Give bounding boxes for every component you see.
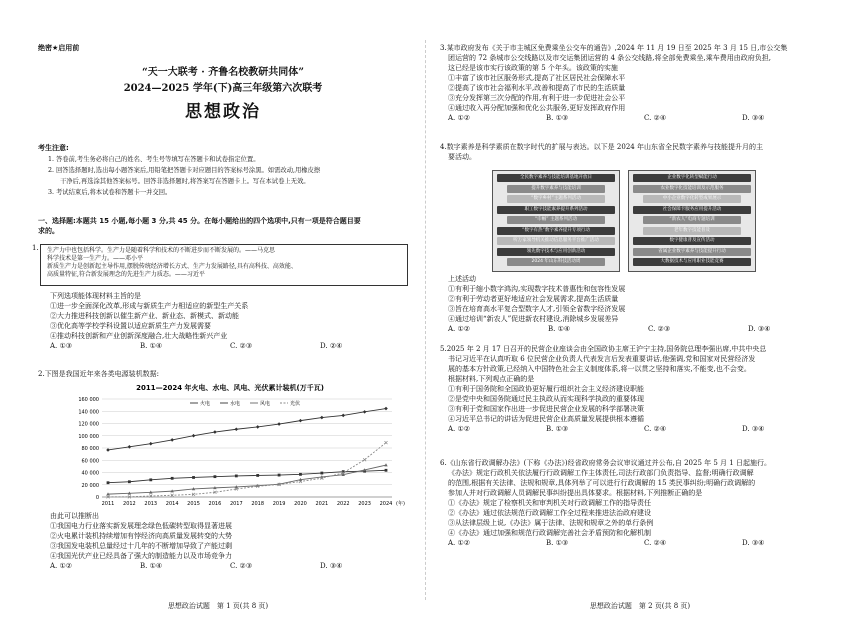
q3-option-a[interactable]: A. ①② [448, 113, 471, 122]
data-point-火电 [235, 427, 239, 431]
q6-text-line: 《山东省行政调解办法》(下称《办法》)经省政府常务会议审议通过并公布,自 2025 年 5 月 1 日起施行。 [446, 459, 771, 467]
q5-text-line: 展的基本方针政策,已经纳入中国特色社会主义制度体系,将一以贯之坚持和落实,不能变,也不会变。 [448, 364, 751, 373]
q4 [440, 143, 840, 163]
data-point-火电 [384, 407, 388, 411]
subject-title: 思想政治 [185, 102, 261, 122]
q4-options [448, 325, 848, 335]
q4-option-a[interactable]: A. ①② [448, 324, 471, 333]
y-tick-label: 80 000 [81, 446, 99, 452]
q5-text-line: 根据材料,下列观点正确的是 [448, 374, 535, 383]
data-point-光伏 [363, 458, 366, 461]
q5-item: ③有利于党和国家作出进一步促进民营企业发展的科学部署决策 [448, 404, 644, 413]
legend-label: 光伏 [290, 401, 301, 407]
q2-item: ③我国发电装机总量经过十几年的不断增加导致了产能过剩 [50, 541, 232, 550]
x-tick-label: 2012 [123, 501, 136, 507]
q6-item: ②《办法》通过依法规范行政调解工作全过程来推进法治政府建设 [448, 508, 651, 517]
x-tick-label: 2011 [101, 501, 115, 507]
q6-item: ④《办法》通过加强和规范行政调解完善社会矛盾预防和化解机制 [448, 528, 651, 537]
q1-option-b[interactable]: B. ①④ [140, 341, 163, 350]
data-point-水电 [320, 472, 323, 475]
data-point-火电 [170, 438, 174, 442]
q4-option-d[interactable]: D. ③④ [748, 324, 771, 333]
q3-text-line: 团运营的 72 条城市公交线路以及市交运集团运营的 4 条公交线路,将全部免费乘坐,乘车费用由政府负担, [448, 53, 771, 62]
q4-after: 上述活动 [448, 275, 476, 283]
note-item: 1. 答卷前,考生务必将自己的姓名、考生号等填写在答题卡和试卷指定位置。 [48, 155, 260, 163]
data-point-水电 [149, 478, 152, 481]
q1-body [50, 292, 410, 352]
x-tick-label: 2016 [208, 501, 222, 507]
q1-item: ②大力推进科技创新以催生新产业、新业态、新模式、新动能 [50, 311, 239, 320]
y-tick-label: 120 000 [78, 421, 99, 428]
q2-after: 由此可以推断出 [50, 512, 99, 520]
y-tick-label: 60 000 [81, 458, 99, 465]
q2-options [50, 562, 410, 572]
activity-item: 数字健康普及宣传活动 [633, 237, 751, 245]
q6-item: ①《办法》规定了检察机关和审判机关对行政调解工作的指导责任 [448, 498, 651, 507]
activity-item: 社会保障卡服务应用提升活动 [633, 206, 751, 214]
q2-body [50, 512, 410, 572]
section1-heading-line2: 求的。 [38, 226, 59, 235]
q4-body [440, 275, 848, 335]
y-tick-label: 40 000 [81, 470, 99, 477]
q2-item: ①我国电力行业落实新发展理念绿色低碳转型取得显著进展 [50, 521, 232, 530]
data-point-火电 [106, 448, 110, 452]
q5-option-d[interactable]: D. ③④ [742, 424, 765, 433]
q2-stem: 下图是我国近年来各类电源装机数据: [44, 370, 160, 378]
activity-item: 2024 年山东科技活动周 [507, 258, 605, 266]
q2-option-b[interactable]: B. ①④ [140, 561, 163, 570]
activity-item: “数字有热”数字素养提升专项行动 [497, 227, 615, 235]
q5-item: ④习近平总书记的讲话为促进民营企业高质量发展提供根本遵循 [448, 414, 644, 423]
legend-label: 火电 [200, 401, 211, 407]
q5-item: ①有利于国务院和全国政协更好履行组织社会主义经济建设职能 [448, 384, 644, 393]
data-point-火电 [341, 414, 345, 418]
data-point-风电 [384, 463, 387, 466]
chart-title: 2011—2024 年火电、水电、风电、光伏累计装机(万千瓦) [136, 384, 324, 392]
q6-options [448, 539, 840, 549]
q5-options [448, 425, 840, 435]
q2-option-d[interactable]: D. ③④ [320, 561, 343, 570]
q3-item: ①丰富了该市社区服务形式,提高了社区居民社会保障水平 [448, 73, 626, 82]
q4-item: ①有利于缩小数字鸿沟,实现数字技术普惠性和包容性发展 [448, 284, 626, 293]
q3-text-line: 这已经是该市实行该政策的第 5 个年头。该政策的实施 [448, 63, 618, 72]
data-point-水电 [192, 476, 195, 479]
q6 [440, 459, 840, 548]
activity-item: 农业数字化技能培训及示范服务 [633, 185, 751, 193]
q1-quote: 高质量特征,符合新发展理念的先进生产力质态。——习近平 [47, 271, 205, 279]
q4-number: 4. [440, 143, 447, 151]
q3-item: ②提高了该市社会福利水平,改善和提高了市民的生活质量 [448, 83, 626, 92]
q3-option-d[interactable]: D. ③④ [742, 113, 765, 122]
x-tick-label: 2018 [251, 501, 265, 507]
q1-quote: 生产力中也包括科学。生产力是随着科学和技术的不断进步而不断发展的。——马克思 [47, 247, 276, 254]
q4-activity-box-left [492, 170, 620, 272]
activity-item: 全民数字素养与技能培训基地开放日 [497, 174, 615, 182]
q4-option-b[interactable]: B. ①④ [548, 324, 571, 333]
activity-item: “数字乡村”主题系列活动 [507, 195, 605, 203]
page-footer-right: 思想政治试题 第 2 页(共 8 页) [589, 602, 691, 610]
x-tick-label: 2022 [336, 501, 350, 507]
q2-number: 2. [38, 370, 45, 378]
data-point-水电 [235, 475, 238, 478]
q3-option-c[interactable]: C. ②④ [644, 113, 667, 122]
data-point-水电 [128, 480, 131, 483]
q1-item: ①进一步全面深化改革,形成与新质生产力相适应的新型生产关系 [50, 301, 249, 310]
q5-option-a[interactable]: A. ①② [448, 424, 471, 433]
q1-number: 1. [32, 244, 39, 252]
data-point-水电 [385, 469, 388, 472]
q1-option-a[interactable]: A. ①③ [50, 341, 73, 350]
q6-text-line: 《办法》规定行政机关依法履行行政调解工作主体责任,司法行政部门负责指导、监督;明确行政调解 [448, 468, 754, 477]
q2-line-chart [40, 381, 420, 511]
x-tick-label: 2019 [272, 501, 286, 507]
q1-stem: 下列选项能体现材料主旨的是 [50, 292, 141, 300]
legend-label: 风电 [260, 401, 271, 407]
note-item: 干净后,再选涂其他答案标号。回答非选择题时,将答案写在答题卡上。写在本试卷上无效。 [60, 177, 310, 185]
activity-item: “新农人”电商专题培训 [643, 216, 741, 224]
section1-heading [38, 217, 410, 237]
q4-item: ②有利于劳动者更好地适应社会发展需求,提高生活质量 [448, 294, 619, 303]
q1-quote: 科学技术是第一生产力。——邓小平 [47, 255, 144, 263]
data-point-水电 [256, 474, 259, 477]
q2-item: ④我国光伏产业已经具备了强大的制造能力以及市场竞争力 [50, 551, 232, 560]
q4-item: ③旨在培育高水平复合型数字人才,引领全省数字经济发展 [448, 304, 626, 313]
y-tick-label: 0 [95, 495, 99, 501]
q5-number: 5. [440, 345, 447, 353]
q3-number: 3. [440, 44, 447, 52]
q6-option-b[interactable]: B. ①③ [546, 538, 569, 547]
x-tick-label: 2017 [229, 501, 243, 507]
confidential-mark: 绝密★启用前 [38, 44, 80, 52]
q6-text-line: 参加人并对行政调解人员调解民事纠纷提出具体要求。根据材料,下列推断正确的是 [448, 488, 703, 497]
q6-option-d[interactable]: D. ③④ [742, 538, 765, 547]
page-2 [440, 0, 850, 622]
x-tick-label: 2021 [315, 501, 329, 507]
x-tick-label: 2020 [294, 501, 307, 507]
activity-item: 企业数字化转型赋能行动 [633, 174, 751, 182]
data-point-火电 [277, 422, 281, 426]
x-tick-label: 2014 [165, 501, 179, 507]
notes [38, 144, 410, 198]
q5-option-b[interactable]: B. ①③ [546, 424, 569, 433]
q1-option-c[interactable]: C. ②③ [230, 341, 253, 350]
note-item: 2. 回答选择题时,选出每小题答案后,用铅笔把答题卡对应题目的答案标号涂黑。如需改动,用橡皮擦 [48, 166, 321, 174]
data-point-水电 [171, 477, 174, 480]
q1-item: ③优化高等学校学科设置以适应新质生产力发展需要 [50, 321, 211, 330]
series-line-光伏 [108, 443, 386, 497]
exam-title-line1: “天一大联考 · 齐鲁名校教研共同体” [142, 67, 304, 78]
activity-item: 领先数字技术与应用创新活动 [497, 248, 615, 256]
q5-text-line: 书记习近平在认真听取 6 位民营企业负责人代表发言后发表重要讲话,他强调,党和国家对民营经济发 [448, 354, 756, 363]
x-tick-label: 2015 [187, 501, 200, 507]
y-tick-label: 160 000 [78, 397, 99, 403]
activity-item: “巾帼” 主题系列活动 [507, 216, 605, 224]
q5-item: ②是党中央和国务院通过民主执政从而实现科学执政的重要体现 [448, 394, 644, 403]
data-point-水电 [299, 473, 302, 476]
q1-quote: 新质生产力是创新起主导作用,摆脱传统经济增长方式、生产力发展路径,具有高科技、高效能、 [47, 263, 297, 271]
q6-option-a[interactable]: A. ①② [448, 538, 471, 547]
q6-text-line: 的范围,根据有关法律、法规和规章,具体列举了可以进行行政调解的 15 类民事纠纷;明确行政调解的 [448, 478, 756, 487]
activity-item: 省属企业数字素养与技能提升行动 [633, 248, 751, 256]
y-tick-label: 140 000 [78, 409, 99, 416]
section1-heading-line1: 一、选择题:本题共 15 小题,每小题 3 分,共 45 分。在每小题给出的四个选项中,只有一项是符合题目要 [38, 217, 361, 225]
data-point-火电 [149, 442, 153, 446]
x-tick-label: 2024 [379, 501, 393, 507]
activity-item: 大数据技术与应用职业技能竞赛 [633, 258, 751, 266]
y-tick-label: 20 000 [81, 482, 99, 489]
q5-text-line: 2025 年 2 月 17 日召开的民营企业座谈会由全国政协主席王沪宁主持,国务院总理李强出席,中共中央总 [446, 345, 767, 353]
y-tick-label: 100 000 [78, 433, 99, 440]
q3-item: ③充分发挥第三次分配的作用,有利于进一步促进社会公平 [448, 93, 626, 102]
x-tick-label: 2013 [144, 501, 158, 507]
data-point-火电 [363, 410, 367, 414]
data-point-火电 [213, 430, 217, 434]
q5 [440, 345, 840, 434]
q5-option-c[interactable]: C. ②④ [644, 424, 667, 433]
activity-item: 中小企业数字化转型成果展示 [643, 195, 741, 203]
notes-title: 考生注意: [38, 144, 69, 152]
data-point-光伏 [385, 441, 388, 444]
legend-label: 水电 [230, 401, 241, 407]
data-point-火电 [256, 425, 260, 429]
x-axis-label: (年) [396, 501, 405, 507]
x-tick-label: 2023 [358, 501, 371, 507]
q4-text-line: 要活动。 [448, 152, 476, 161]
q4-option-c[interactable]: C. ②③ [648, 324, 671, 333]
q1-option-d[interactable]: D. ②④ [320, 341, 343, 350]
q3-option-b[interactable]: B. ①③ [546, 113, 569, 122]
page-footer-left: 思想政治试题 第 1 页(共 8 页) [167, 602, 269, 610]
q3-item: ④通过收入再分配加强和优化公共服务,更好发挥政府作用 [448, 103, 626, 112]
q3 [440, 44, 840, 124]
q1-quote-box [40, 244, 408, 286]
q2-option-a[interactable]: A. ①② [50, 561, 73, 570]
q6-item: ③从法律层级上说,《办法》属于法律、法规和规章之外的单行条例 [448, 518, 654, 527]
q2-stem-line [38, 370, 410, 380]
note-item: 3. 考试结束后,将本试卷和答题卡一并交回。 [48, 188, 172, 196]
activity-item: 职工数字技能素养提升系列活动 [497, 206, 615, 214]
exam-title-line2: 2024—2025 学年(下)高三年级第六次联考 [123, 83, 323, 94]
q4-activity-box-right [628, 170, 756, 272]
data-point-火电 [320, 416, 324, 420]
data-point-水电 [107, 481, 110, 484]
data-point-火电 [192, 434, 196, 438]
q6-option-c[interactable]: C. ②④ [644, 538, 667, 547]
q1-options [50, 342, 410, 352]
q6-number: 6. [440, 459, 447, 467]
data-point-水电 [214, 475, 217, 478]
q2-option-c[interactable]: C. ②③ [230, 561, 253, 570]
page-1 [8, 0, 418, 622]
activity-item: 提升数字素养与技能培训 [507, 185, 605, 193]
q4-item: ④通过培训“新农人”促进新农村建设,消除城乡发展差异 [448, 314, 619, 323]
activity-item: 听万家领导机关推动信息服务平台推广活动 [497, 237, 615, 245]
q2-item: ②火电累计装机持续增加有悖经济向高质量发展转变的大势 [50, 531, 232, 540]
q3-options [448, 114, 840, 124]
q4-text-line: 数字素养是科学素质在数字时代的扩展与表达。以下是 2024 年山东省全民数字素养与技能提升月的主 [446, 143, 763, 151]
data-point-水电 [278, 474, 281, 477]
q3-text-line: 某市政府发布《关于市主城区免费乘坐公交车的通告》,2024 年 11 月 19 日至 2025 年 3 月 15 日,市公交集 [446, 44, 788, 52]
q1-item: ④推动科技创新和产业创新深度融合,壮大战略性新兴产业 [50, 331, 228, 340]
data-point-火电 [299, 419, 303, 423]
activity-item: 老年数字技能普及 [643, 227, 741, 235]
